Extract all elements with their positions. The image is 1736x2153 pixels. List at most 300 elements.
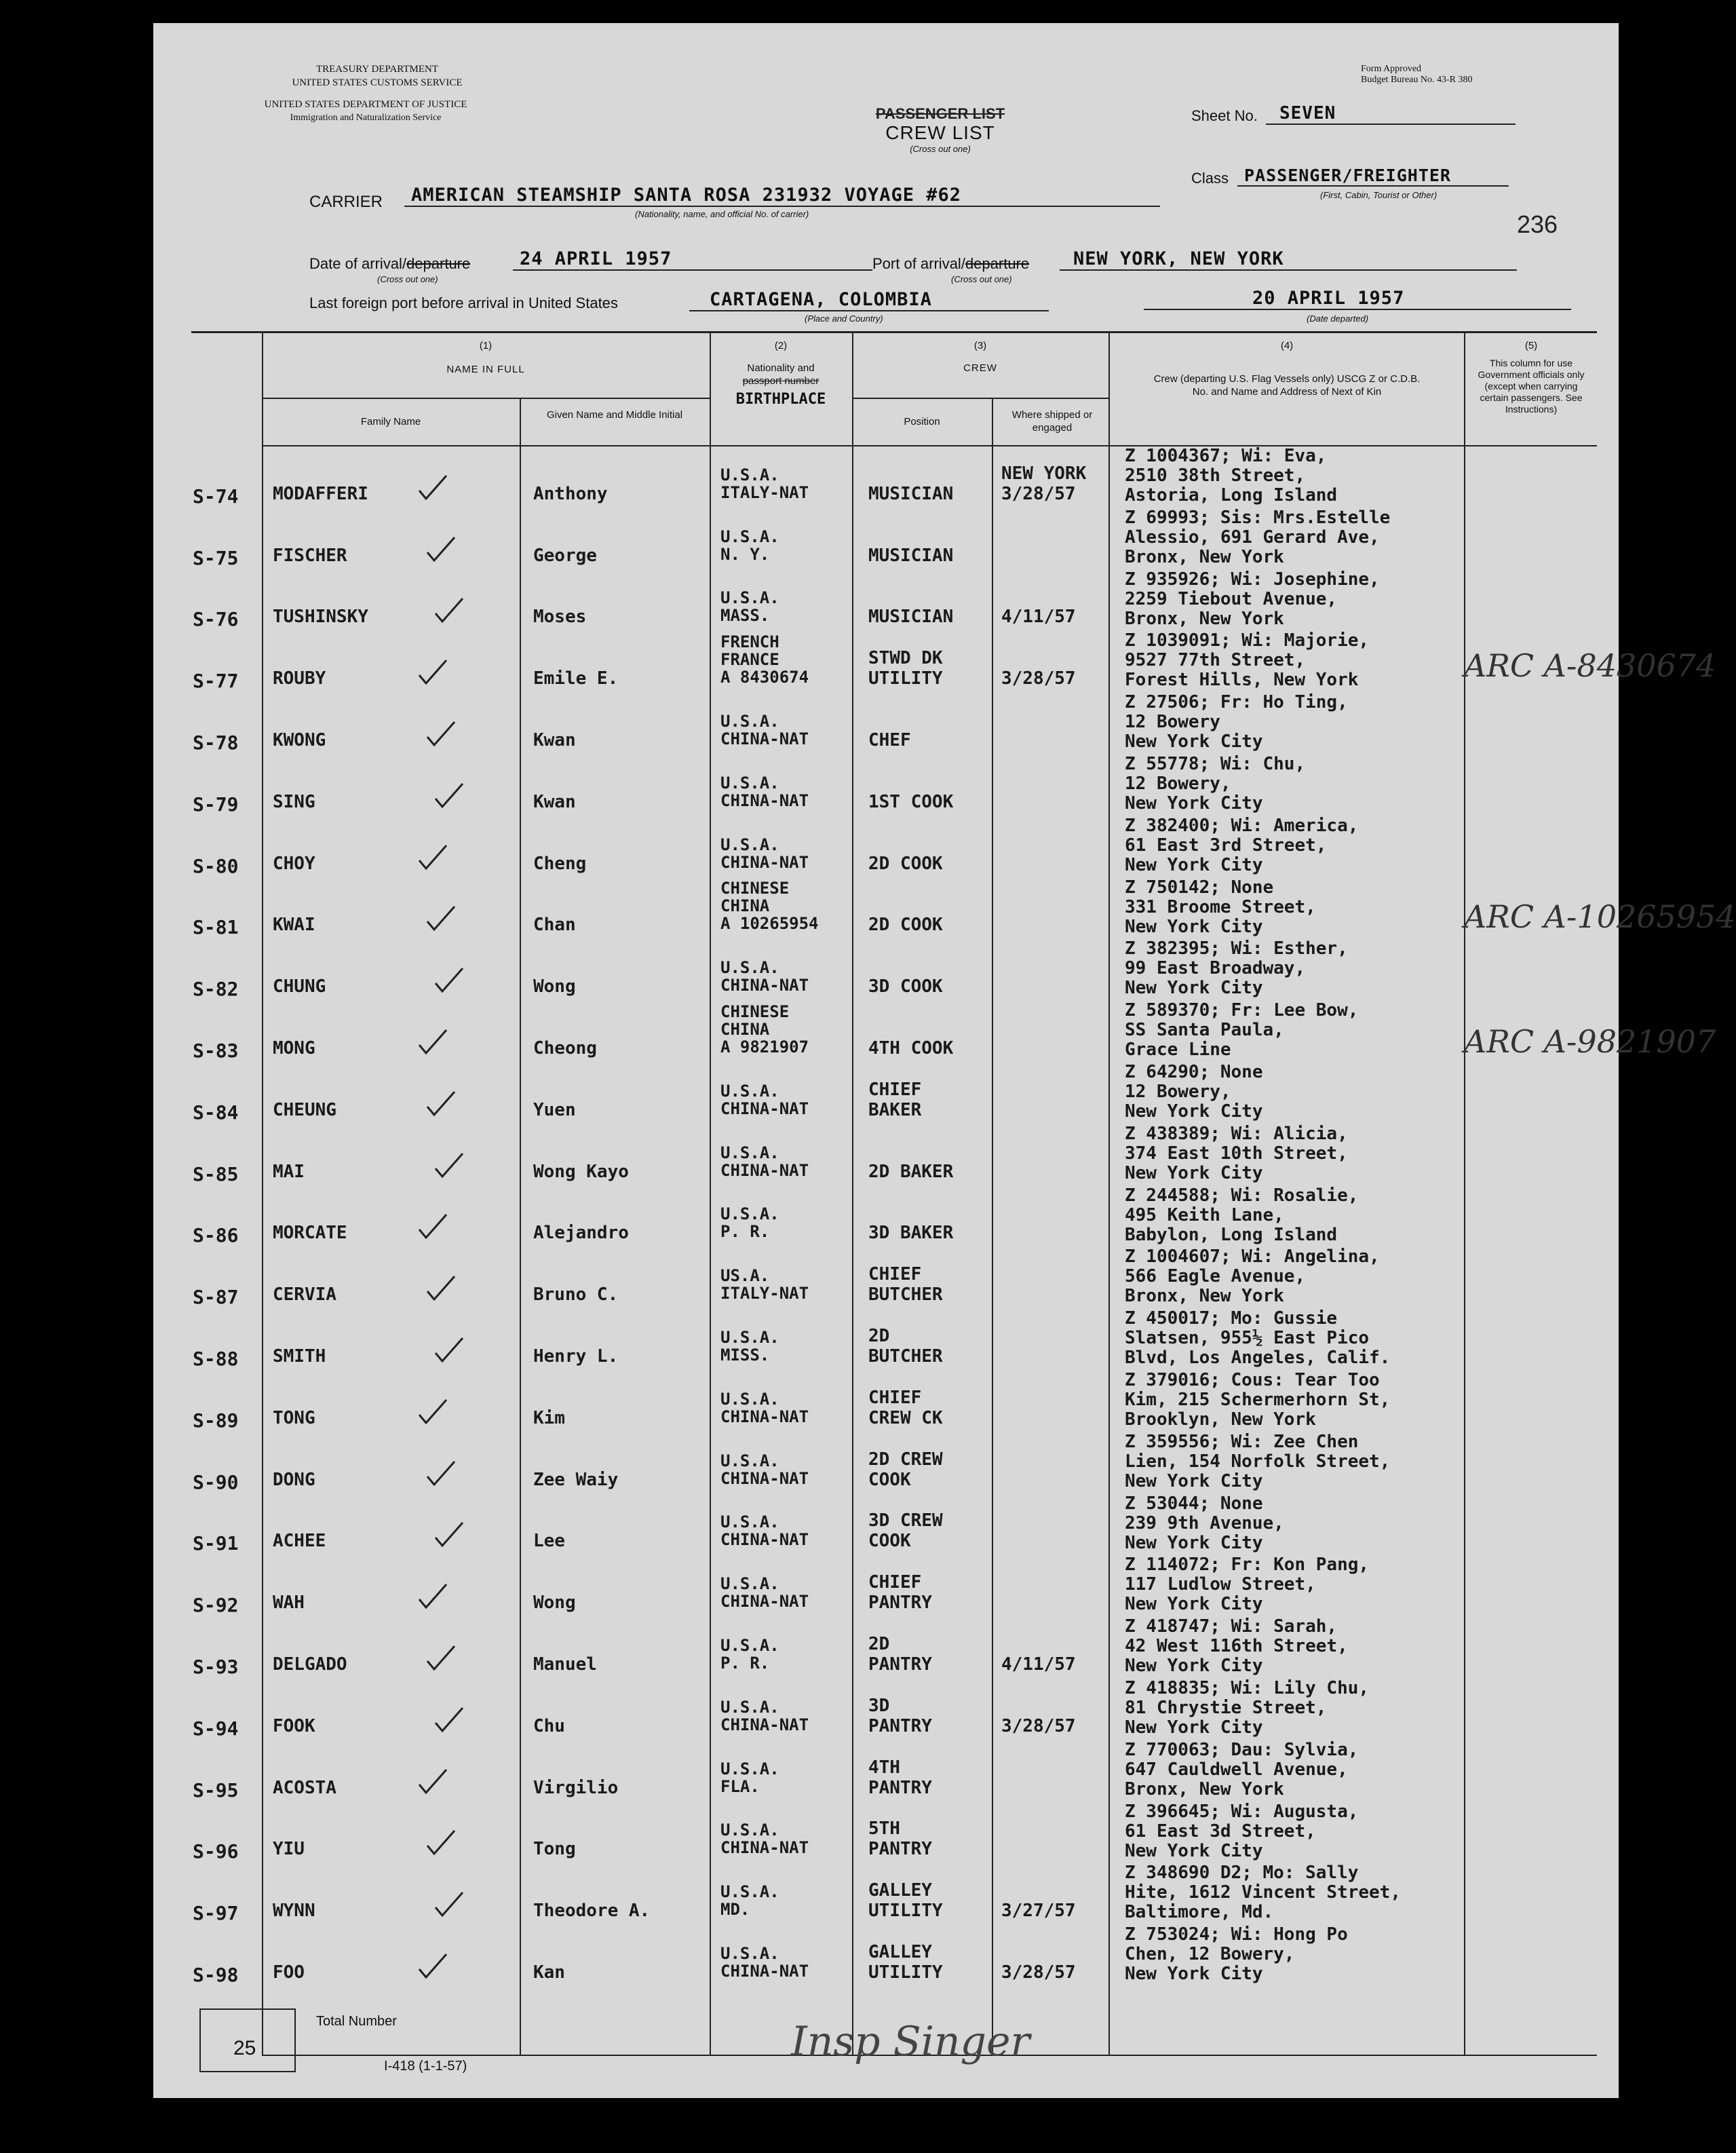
next-of-kin-line: Bronx, New York [1125,546,1284,567]
row-number: S-97 [193,1902,239,1925]
row-number: S-95 [193,1778,239,1802]
check-mark-icon [426,1275,456,1302]
col2-number: (2) [774,340,788,351]
position-line: PANTRY [868,1593,932,1614]
next-of-kin-line: Alessio, 691 Gerard Ave, [1125,527,1380,548]
nationality-line: P. R. [720,1222,770,1242]
nationality-line: CHINA-NAT [720,1468,809,1488]
table-row [153,691,1619,753]
next-of-kin-line: New York City [1125,1656,1263,1677]
position-line: 2D [868,1325,890,1346]
family-name: CHEUNG [273,1099,336,1120]
given-name: Anthony [533,483,608,504]
crew-list-title: CREW LIST [885,122,995,143]
position-line: UTILITY [868,668,943,689]
nationality-line: MASS. [720,606,770,626]
table-row [153,1862,1619,1924]
position-line: 1ST COOK [868,791,954,812]
next-of-kin-line: New York City [1125,1840,1263,1861]
next-of-kin-line: Z 753024; Wi: Hong Po [1125,1924,1348,1945]
col1-number: (1) [479,340,493,351]
row-number: S-89 [193,1409,239,1432]
position-line: CREW CK [868,1407,943,1428]
given-name: Theodore A. [533,1901,651,1922]
next-of-kin-line: 12 Bowery [1125,712,1220,733]
check-mark-icon [434,1707,464,1734]
position-line: PANTRY [868,1715,932,1736]
nationality-line: CHINA-NAT [720,729,809,748]
crew-list-document [153,23,1736,2098]
nationality-line: ITALY-NAT [720,482,809,502]
given-name: George [533,545,597,566]
justice-block [213,98,518,125]
family-name: MAI [273,1161,305,1182]
position-line: 4TH COOK [868,1037,954,1059]
given-name: Chu [533,1715,565,1736]
table-row [153,1308,1619,1369]
nationality-line: U.S.A. [720,711,779,731]
given-name: Wong [533,1593,576,1614]
nationality-line: CHINA-NAT [720,1407,809,1426]
nationality-line: U.S.A. [720,1574,779,1594]
nationality-line: U.S.A. [720,1821,779,1840]
table-row [153,1493,1619,1555]
row-number: S-74 [193,484,239,508]
given-name: Moses [533,607,587,628]
check-mark-icon [426,1460,456,1487]
nationality-line: CHINA-NAT [720,1160,809,1180]
col4-number: (4) [1280,340,1294,351]
where-shipped-line: 3/28/57 [1001,1962,1076,1983]
check-mark-icon [418,1398,448,1426]
next-of-kin-line: New York City [1125,793,1263,814]
nationality-line: U.S.A. [720,527,779,546]
table-row [153,1123,1619,1185]
arrival-value: 24 APRIL 1957 [513,248,872,271]
position-line: 2D CREW [868,1449,943,1470]
next-of-kin-line: 99 East Broadway, [1125,958,1306,979]
position-line: CHIEF [868,1572,922,1593]
next-of-kin-line: 374 East 10th Street, [1125,1143,1348,1164]
next-of-kin-line: 12 Bowery, [1125,774,1231,794]
check-mark-icon [418,1213,448,1240]
port-label [872,255,1029,273]
where-shipped-line: NEW YORK [1001,463,1087,484]
given-name: Cheng [533,853,587,874]
nationality-label: Nationality and [747,362,815,374]
given-name: Wong Kayo [533,1161,629,1182]
date-departed-note: (Date departed) [1307,313,1369,324]
family-name: TONG [273,1407,315,1428]
position-line: 2D COOK [868,915,943,936]
check-mark-icon [434,597,464,624]
check-mark-icon [434,1337,464,1364]
family-name: CHUNG [273,976,326,997]
nationality-line: CHINA [720,1019,770,1039]
total-number-label: Total Number [316,2014,397,2029]
where-shipped-line: 3/28/57 [1001,483,1076,504]
class-note: (First, Cabin, Tourist or Other) [1320,190,1438,200]
total-number-value: 25 [233,2037,256,2059]
family-name: CERVIA [273,1284,336,1306]
given-name: Wong [533,976,576,997]
nationality-line: CHINESE [720,879,790,898]
nationality-line: U.S.A. [720,1204,779,1224]
next-of-kin-line: New York City [1125,1532,1263,1553]
table-row [153,569,1619,630]
sheet-label: Sheet No. [1191,107,1258,124]
family-name: FOO [273,1962,305,1983]
family-name: WYNN [273,1901,315,1922]
nationality-line: U.S.A. [720,1081,779,1101]
name-header-rule [262,398,710,399]
position-line: 2D [868,1633,890,1654]
position-line: STWD DK [868,648,943,669]
family-name: FOOK [273,1715,315,1736]
col3-number: (3) [973,340,987,351]
next-of-kin-line: Z 348690 D2; Mo: Sally [1125,1863,1359,1884]
nationality-line: U.S.A. [720,958,779,978]
next-of-kin-line: New York City [1125,854,1263,875]
nationality-line: U.S.A. [720,1635,779,1655]
next-of-kin-line: New York City [1125,1964,1263,1985]
row-number: S-81 [193,916,239,939]
carrier-note: (Nationality, name, and official No. of carrier) [635,209,809,219]
next-of-kin-line: Bronx, New York [1125,608,1284,629]
table-row [153,1185,1619,1246]
given-name: Tong [533,1839,576,1860]
family-name: MORCATE [273,1223,347,1244]
stamp-number: 236 [1517,210,1558,238]
nationality-line: MISS. [720,1345,770,1365]
position-line: BUTCHER [868,1346,943,1367]
check-mark-icon [418,1029,448,1056]
next-of-kin-line: Z 438389; Wi: Alicia, [1125,1123,1348,1144]
agency-block [275,62,479,90]
next-of-kin-line: 81 Chrystie Street, [1125,1698,1327,1718]
next-of-kin-line: Baltimore, Md. [1125,1902,1274,1923]
nationality-line: ITALY-NAT [720,1284,809,1303]
arc-annotation-3: ARC A-9821907 [1464,1023,1716,1060]
col1-header [262,339,710,376]
check-mark-icon [434,1152,464,1179]
table-row [153,938,1619,999]
nationality-line: U.S.A. [720,1143,779,1162]
next-of-kin-line: Z 396645; Wi: Augusta, [1125,1801,1359,1822]
position-line: CHIEF [868,1079,922,1100]
last-port-label: Last foreign port before arrival in United States [309,294,618,311]
next-of-kin-line: Z 1039091; Wi: Majorie, [1125,630,1370,651]
table-row [153,999,1619,1061]
nationality-line: FRANCE [720,650,779,670]
given-name: Cheong [533,1037,597,1059]
family-name: ROUBY [273,668,326,689]
next-of-kin-line: Chen, 12 Bowery, [1125,1944,1295,1965]
check-mark-icon [426,721,456,748]
title-note: (Cross out one) [910,144,971,154]
nationality-line: CHINA-NAT [720,1715,809,1734]
nationality-line: U.S.A. [720,465,779,484]
inspector-signature: Insp Singer [791,2018,1030,2065]
next-of-kin-line: 2259 Tiebout Avenue, [1125,588,1338,609]
position-line: UTILITY [868,1901,943,1922]
nationality-line: A 10265954 [720,914,819,934]
given-name: Manuel [533,1654,597,1675]
next-of-kin-line: Bronx, New York [1125,1778,1284,1799]
position-line: CHEF [868,729,911,750]
check-mark-icon [418,1768,448,1795]
row-number: S-92 [193,1594,239,1617]
next-of-kin-line: Z 359556; Wi: Zee Chen [1125,1431,1359,1452]
given-name: Alejandro [533,1223,629,1244]
next-of-kin-line: New York City [1125,1470,1263,1491]
table-row [153,753,1619,815]
next-of-kin-line: 61 East 3d Street, [1125,1821,1316,1842]
passport-struck-label: passport number [742,375,819,387]
check-mark-icon [418,1583,448,1610]
position-line: BAKER [868,1099,922,1120]
position-line: MUSICIAN [868,607,954,628]
next-of-kin-line: Astoria, Long Island [1125,485,1338,506]
next-of-kin-line: Z 1004367; Wi: Eva, [1125,446,1327,466]
nationality-line: U.S.A. [720,588,779,608]
check-mark-icon [434,782,464,809]
nationality-line: A 9821907 [720,1037,809,1056]
position-line: UTILITY [868,1962,943,1983]
next-of-kin-line: New York City [1125,1101,1263,1122]
nationality-line: U.S.A. [720,1389,779,1409]
given-name: Zee Waiy [533,1469,619,1490]
arrival-label [309,255,470,273]
nationality-line: CHINA-NAT [720,1099,809,1118]
check-mark-icon [418,844,448,871]
given-name: Virgilio [533,1777,619,1798]
nationality-line: U.S.A. [720,1512,779,1532]
check-mark-icon [418,659,448,686]
position-line: PANTRY [868,1654,932,1675]
position-line: BUTCHER [868,1284,943,1306]
table-row [153,1246,1619,1308]
next-of-kin-line: SS Santa Paula, [1125,1020,1284,1041]
port-value: NEW YORK, NEW YORK [1060,248,1517,271]
next-of-kin-line: Z 27506; Fr: Ho Ting, [1125,692,1348,713]
family-name: DONG [273,1469,315,1490]
table-row [153,1554,1619,1616]
nationality-line: U.S.A. [720,773,779,793]
given-name: Kwan [533,729,576,750]
class-value: PASSENGER/FREIGHTER [1237,166,1509,187]
next-of-kin-line: Brooklyn, New York [1125,1409,1316,1430]
given-name-header: Given Name and Middle Initial [546,409,683,421]
ins-label: Immigration and Naturalization Service [290,113,442,123]
form-number: I-418 (1-1-57) [384,2059,467,2074]
check-mark-icon [426,905,456,932]
next-of-kin-line: Hite, 1612 Vincent Street, [1125,1882,1401,1903]
nationality-line: A 8430674 [720,668,809,687]
row-number: S-80 [193,854,239,877]
next-of-kin-line: 495 Keith Lane, [1125,1204,1284,1225]
next-of-kin-line: Z 382400; Wi: America, [1125,815,1359,836]
nationality-line: MD. [720,1900,750,1920]
date-departed-value: 20 APRIL 1957 [1144,288,1571,310]
position-line: GALLEY [868,1941,932,1962]
next-of-kin-line: Bronx, New York [1125,1286,1284,1307]
crew-departing-label: Crew (departing U.S. Flag Vessels only) USCG Z or C.D.B. No. and Name and Address of Next of Kin [1153,373,1421,398]
birthplace-label: BIRTHPLACE [735,391,826,408]
family-name: KWONG [273,729,326,750]
position-line: 3D COOK [868,976,943,997]
check-mark-icon [434,1521,464,1548]
next-of-kin-line: Z 1004607; Wi: Angelina, [1125,1246,1380,1268]
given-name: Kan [533,1962,565,1983]
where-shipped-line: 4/11/57 [1001,607,1076,628]
given-name: Emile E. [533,668,619,689]
where-shipped-line: 4/11/57 [1001,1654,1076,1675]
table-row [153,630,1619,691]
row-number: S-91 [193,1532,239,1555]
next-of-kin-line: 566 Eagle Avenue, [1125,1266,1306,1287]
arc-annotation-2: ARC A-10265954 [1464,898,1736,935]
nationality-line: CHINA-NAT [720,790,809,810]
family-name: ACHEE [273,1531,326,1552]
row-number: S-85 [193,1162,239,1185]
customs-label: UNITED STATES CUSTOMS SERVICE [292,77,463,88]
next-of-kin-line: Z 64290; None [1125,1062,1263,1082]
next-of-kin-line: Z 55778; Wi: Chu, [1125,754,1306,774]
table-top-rule [191,331,1597,333]
next-of-kin-line: New York City [1125,978,1263,999]
row-number: S-88 [193,1347,239,1370]
position-line: CHIEF [868,1387,922,1408]
check-mark-icon [418,1953,448,1980]
total-number-box [199,2008,296,2072]
col3-header [852,339,1108,375]
nationality-line: CHINA-NAT [720,1592,809,1612]
next-of-kin-line: Z 53044; None [1125,1493,1263,1514]
next-of-kin-line: Z 770063; Dau: Sylvia, [1125,1739,1359,1760]
given-name: Yuen [533,1099,576,1120]
next-of-kin-line: Z 750142; None [1125,877,1274,898]
position-line: 2D BAKER [868,1161,954,1182]
next-of-kin-line: Z 935926; Wi: Josephine, [1125,569,1380,590]
given-name: Lee [533,1531,565,1552]
row-number: S-96 [193,1840,239,1863]
next-of-kin-line: 2510 38th Street, [1125,465,1306,486]
last-port-note: (Place and Country) [805,313,883,324]
position-line: COOK [868,1531,911,1552]
col5-number: (5) [1524,340,1538,351]
row-number: S-86 [193,1224,239,1247]
check-mark-icon [426,1829,456,1856]
arrival-note: (Cross out one) [377,274,438,284]
next-of-kin-line: Slatsen, 955½ East Pico [1125,1328,1370,1349]
given-name: Kim [533,1407,565,1428]
next-of-kin-line: New York City [1125,731,1263,752]
given-name: Kwan [533,791,576,812]
row-number: S-82 [193,978,239,1001]
nationality-line: U.S.A. [720,1327,779,1347]
family-name: DELGADO [273,1654,347,1675]
row-number: S-90 [193,1470,239,1493]
next-of-kin-line: Z 69993; Sis: Mrs.Estelle [1125,507,1391,528]
family-name: ACOSTA [273,1777,336,1798]
justice-label: UNITED STATES DEPARTMENT OF JUSTICE [264,99,467,110]
port-departure-struck: departure [965,255,1030,272]
check-mark-icon [434,1891,464,1918]
table-row [153,1369,1619,1431]
where-shipped-header: Where shipped or engaged [1011,409,1093,434]
last-port-value: CARTAGENA, COLOMBIA [689,289,1049,311]
given-name: Chan [533,915,576,936]
row-number: S-77 [193,670,239,693]
next-of-kin-line: Z 589370; Fr: Lee Bow, [1125,1000,1359,1021]
nationality-line: P. R. [720,1653,770,1673]
position-line: 3D CREW [868,1510,943,1531]
family-name: SING [273,791,315,812]
nationality-line: FRENCH [720,632,779,652]
family-name: MONG [273,1037,315,1059]
nationality-line: US.A. [720,1266,770,1286]
nationality-line: U.S.A. [720,1697,779,1717]
family-name: SMITH [273,1346,326,1367]
given-name: Henry L. [533,1346,619,1367]
col5-header [1465,339,1597,415]
treasury-label: TREASURY DEPARTMENT [315,64,439,75]
row-number: S-79 [193,793,239,816]
position-line: MUSICIAN [868,545,954,566]
position-header: Position [904,416,940,427]
port-note: (Cross out one) [951,274,1012,284]
next-of-kin-line: 239 9th Avenue, [1125,1512,1284,1533]
crew-label: CREW [963,362,997,374]
arc-annotation-1: ARC A-8430674 [1464,647,1716,684]
next-of-kin-line: Babylon, Long Island [1125,1224,1338,1245]
position-line: 4TH [868,1757,900,1778]
table-row [153,1801,1619,1863]
col4-header [1110,339,1464,398]
next-of-kin-line: 61 East 3rd Street, [1125,835,1327,856]
position-line: PANTRY [868,1777,932,1798]
nationality-line: U.S.A. [720,835,779,854]
nationality-line: U.S.A. [720,1882,779,1902]
row-number: S-78 [193,731,239,754]
next-of-kin-line: Kim, 215 Schermerhorn St, [1125,1390,1391,1410]
position-line: 3D [868,1695,890,1716]
check-mark-icon [426,536,456,563]
carrier-value: AMERICAN STEAMSHIP SANTA ROSA 231932 VOYAGE #62 [404,185,1160,207]
form-approved-label: Form Approved [1361,64,1422,74]
table-row [153,1924,1619,1985]
nationality-line: CHINA [720,896,770,916]
col2-header [710,339,852,406]
where-shipped-line: 3/28/57 [1001,668,1076,689]
next-of-kin-line: Z 418747; Wi: Sarah, [1125,1616,1338,1637]
row-number: S-76 [193,608,239,631]
position-line: COOK [868,1469,911,1490]
nationality-line: CHINA-NAT [720,1961,809,1981]
next-of-kin-line: Forest Hills, New York [1125,670,1359,691]
table-row [153,1616,1619,1677]
title-block [798,106,1083,154]
nationality-line: FLA. [720,1776,760,1796]
nationality-line: CHINA-NAT [720,1530,809,1550]
row-number: S-84 [193,1101,239,1124]
next-of-kin-line: Z 382395; Wi: Esther, [1125,938,1348,959]
check-mark-icon [418,474,448,501]
sheet-value: SEVEN [1266,103,1516,125]
passenger-list-struck: PASSENGER LIST [875,105,1005,122]
family-name: CHOY [273,853,315,874]
